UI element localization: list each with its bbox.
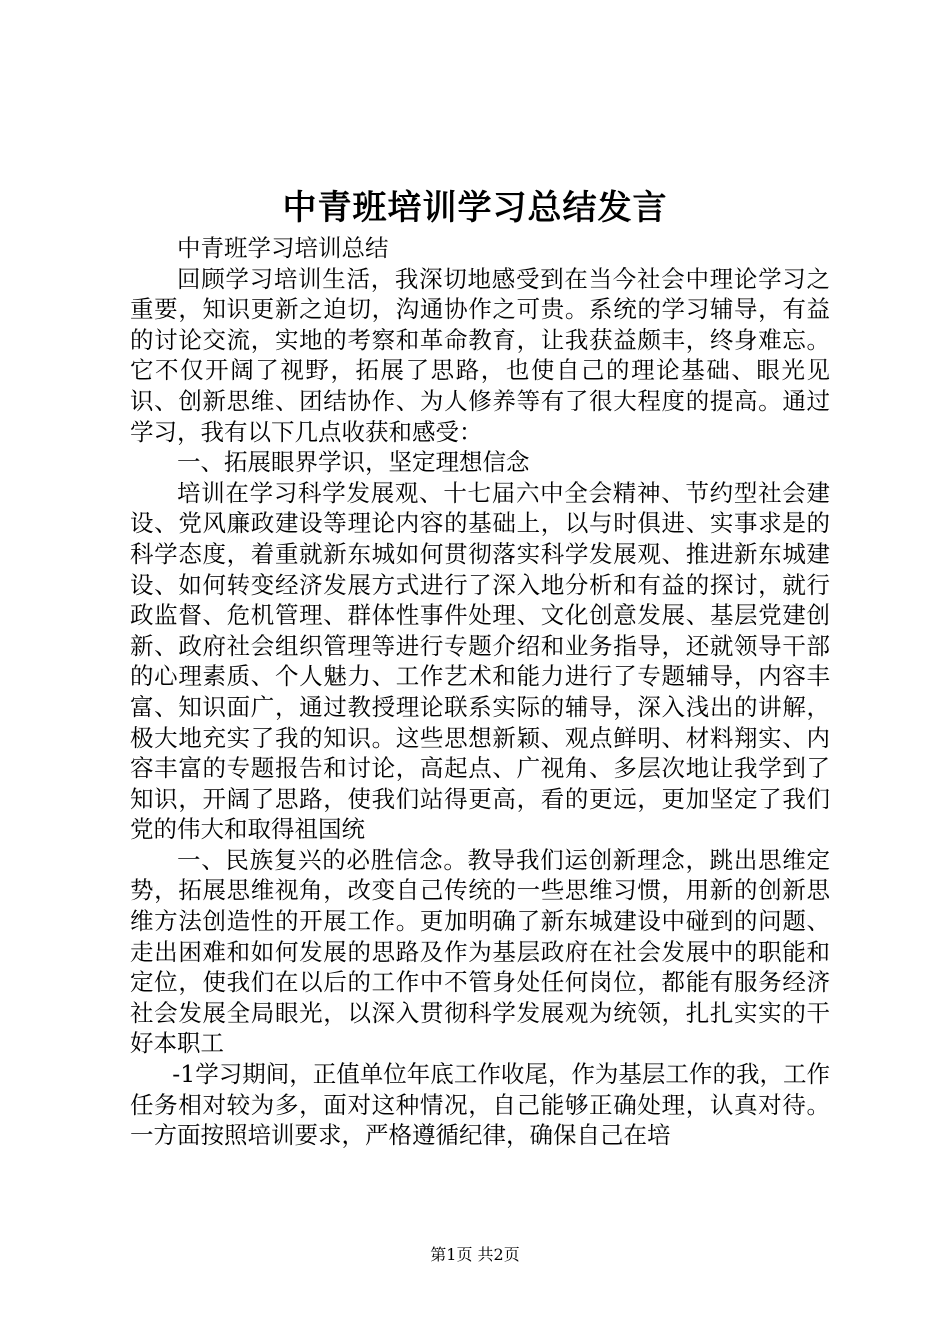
paragraph-intro: 回顾学习培训生活，我深切地感受到在当今社会中理论学习之重要，知识更新之迫切，沟通协作之可贵。系统的学习辅导，有益的讨论交流，实地的考察和革命教育，让我获益颇丰，终身难忘。它不仅开阔了视野，拓展了思路，也使自己的理论基础、眼光见识、创新思维、团结协作、为人修养等有了很大程度的提高。通过学习，我有以下几点收获和感受： (130, 264, 830, 446)
page-number-footer: 第1页 共2页 (430, 1245, 520, 1264)
paragraph-subtitle: 中青班学习培训总结 (177, 234, 389, 262)
paragraph-training-content: 培训在学习科学发展观、十七届六中全会精神、节约型社会建设、党风廉政建设等理论内容的基础上，以与时俱进、实事求是的科学态度，着重就新东城如何贯彻落实科学发展观、推进新东城建设、如何转变经济发展方式进行了深入地分析和有益的探讨，就行政监督、危机管理、群体性事件处理、文化创意发展、基层党建创新、政府社会组织管理等进行专题介绍和业务指导，还就领导干部的心理素质、个人魅力、工作艺术和能力进行了专题辅导，内容丰富、知识面广，通过教授理论联系实际的辅导，深入浅出的讲解，极大地充实了我的知识。这些思想新颖、观点鲜明、材料翔实、内容丰富的专题报告和讨论，高起点、广视角、多层次地让我学到了知识，开阔了思路，使我们站得更高，看的更远，更加坚定了我们党的伟大和取得祖国统 (130, 478, 830, 844)
document-title: 中青班培训学习总结发言 (282, 188, 668, 228)
paragraph-heading-1: 一、拓展眼界学识，坚定理想信念 (177, 448, 530, 477)
paragraph-study-period: -1学习期间，正值单位年底工作收尾，作为基层工作的我，工作任务相对较为多，面对这种情况，自己能够正确处理，认真对待。一方面按照培训要求，严格遵循纪律，确保自己在培 (130, 1060, 830, 1150)
document-body (130, 233, 830, 1151)
paragraph-rejuvenation: 一、民族复兴的必胜信念。教导我们运创新理念，跳出思维定势，拓展思维视角，改变自己传统的一些思维习惯，用新的创新思维方法创造性的开展工作。更加明确了新东城建设中碰到的问题、走出困难和如何发展的思路及作为基层政府在社会发展中的职能和定位，使我们在以后的工作中不管身处任何岗位，都能有服务经济社会发展全局眼光，以深入贯彻科学发展观为统领，扎扎实实的干好本职工 (130, 845, 830, 1058)
